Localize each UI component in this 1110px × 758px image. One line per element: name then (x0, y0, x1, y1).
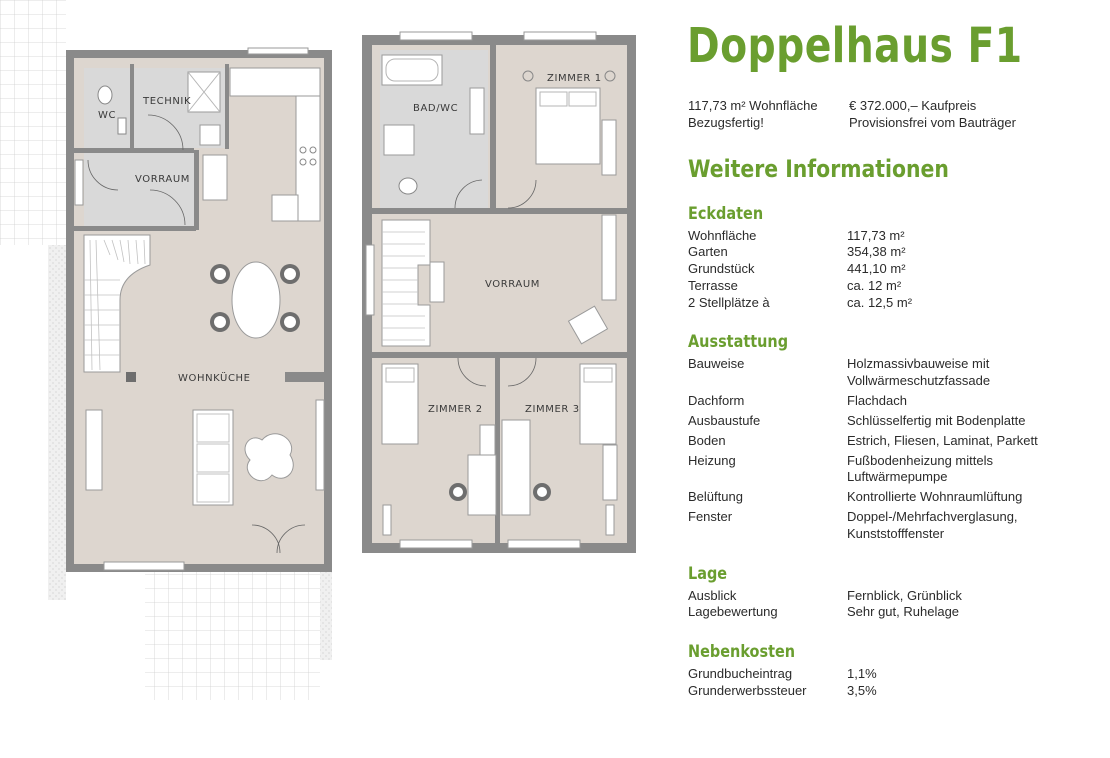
ausstattung-value: Doppel-/Mehrfachverglasung, (847, 509, 1018, 524)
ausstattung-label: Heizung (688, 453, 736, 468)
ausstattung-value: Holzmassivbauweise mit (847, 356, 990, 371)
ground-floor-plan (0, 0, 332, 700)
eckdaten-label: Garten (688, 244, 728, 259)
page-title: Doppelhaus F1 (687, 18, 1023, 74)
ausstattung-label: Boden (688, 433, 726, 448)
upper-floor-plan (362, 32, 636, 553)
eckdaten-value: ca. 12,5 m² (847, 295, 913, 310)
room-label-vorraum-ground: VORRAUM (135, 174, 191, 185)
eckdaten-label: Terrasse (688, 278, 738, 293)
summary-price: € 372.000,– Kaufpreis (849, 98, 977, 113)
room-label-vorraum-upper: VORRAUM (485, 279, 541, 290)
more-info-heading: Weitere Informationen (688, 155, 949, 183)
lage-value: Fernblick, Grünblick (847, 588, 962, 603)
summary-area: 117,73 m² Wohnfläche (688, 98, 818, 113)
eckdaten-label: Grundstück (688, 261, 755, 276)
ausstattung-label: Ausbaustufe (688, 413, 761, 428)
ausstattung-value: Flachdach (847, 393, 907, 408)
ausstattung-value: Kunststofffenster (847, 526, 945, 541)
front-terrace (145, 570, 320, 700)
ausstattung-heading: Ausstattung (688, 332, 789, 352)
eckdaten-value: ca. 12 m² (847, 278, 902, 293)
vorraum-floor (84, 152, 194, 226)
ausstattung-label: Belüftung (688, 489, 743, 504)
room-label-zimmer3: ZIMMER 3 (525, 404, 580, 415)
wc-floor (84, 68, 130, 148)
coffee-table (245, 434, 293, 481)
ausstattung-label: Fenster (688, 509, 733, 524)
lage-label: Lagebewertung (688, 604, 778, 619)
lage-label: Ausblick (688, 588, 737, 603)
ausstattung-value: Luftwärmepumpe (847, 469, 948, 484)
ausstattung-value: Schlüsselfertig mit Bodenplatte (847, 413, 1026, 428)
room-label-zimmer1: ZIMMER 1 (547, 73, 602, 84)
nebenkosten-label: Grundbucheintrag (688, 666, 793, 681)
summary-provision: Provisionsfrei vom Bauträger (849, 115, 1016, 130)
ausstattung-value: Vollwärmeschutzfassade (847, 373, 991, 388)
desk-left (468, 455, 496, 515)
dining-table (232, 262, 280, 338)
eckdaten-value: 354,38 m² (847, 244, 906, 259)
ausstattung-value: Kontrollierte Wohnraumlüftung (847, 489, 1023, 504)
eckdaten-heading: Eckdaten (688, 204, 764, 224)
eckdaten-value: 117,73 m² (847, 228, 905, 243)
ausstattung-label: Bauweise (688, 356, 745, 371)
eckdaten-label: 2 Stellplätze à (688, 295, 770, 310)
nebenkosten-value: 1,1% (847, 666, 877, 681)
side-terrace (0, 0, 66, 245)
nebenkosten-value: 3,5% (847, 683, 877, 698)
room-label-wc: WC (98, 110, 117, 121)
summary-status: Bezugsfertig! (688, 115, 764, 130)
lage-value: Sehr gut, Ruhelage (847, 604, 960, 619)
ausstattung-value: Estrich, Fliesen, Laminat, Parkett (847, 433, 1038, 448)
garden-strip-right (318, 570, 332, 660)
room-label-technik: TECHNIK (143, 96, 192, 107)
nebenkosten-heading: Nebenkosten (688, 642, 796, 662)
ausstattung-label: Dachform (688, 393, 745, 408)
room-label-bad: BAD/WC (413, 103, 459, 114)
ausstattung-value: Fußbodenheizung mittels (847, 453, 993, 468)
nebenkosten-label: Grunderwerbssteuer (688, 683, 807, 698)
room-label-wohnkueche: WOHNKÜCHE (178, 373, 251, 384)
garden-strip-left (48, 245, 66, 600)
lage-heading: Lage (688, 564, 728, 584)
desk-right (502, 420, 530, 515)
eckdaten-label: Wohnfläche (688, 228, 757, 243)
eckdaten-value: 441,10 m² (847, 261, 906, 276)
room-label-zimmer2: ZIMMER 2 (428, 404, 483, 415)
